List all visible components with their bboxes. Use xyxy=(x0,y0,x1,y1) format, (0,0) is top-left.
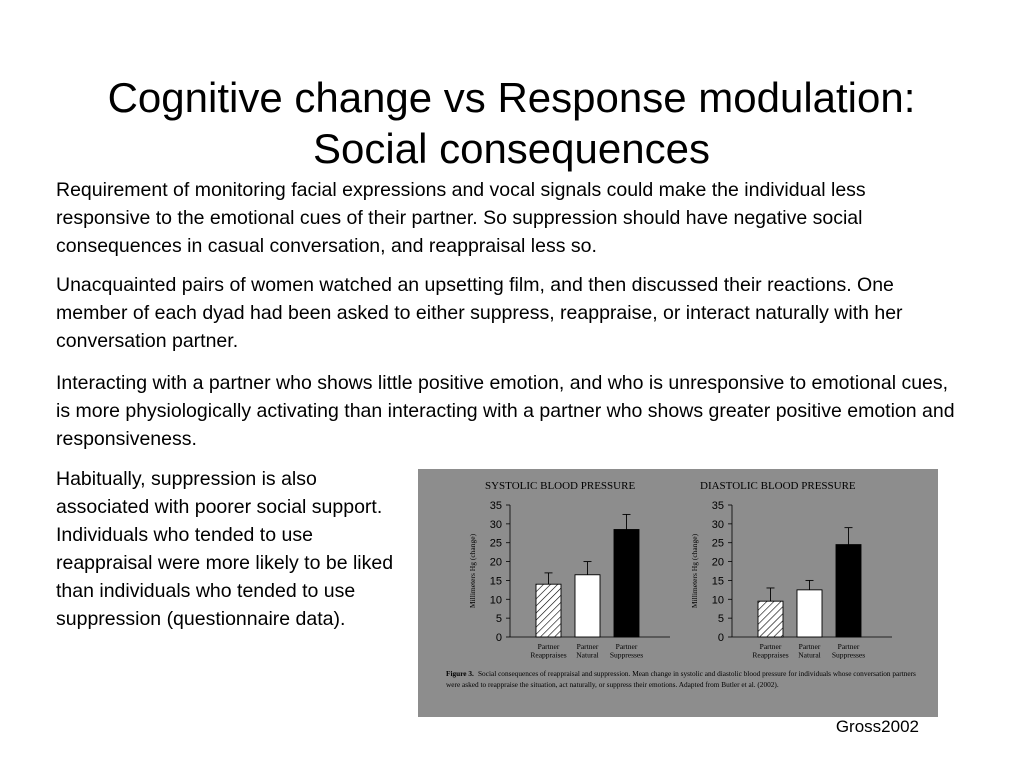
bar-natural xyxy=(797,590,822,637)
svg-text:Figure 3. xyxy=(446,669,474,678)
chart-title: DIASTOLIC BLOOD PRESSURE xyxy=(700,480,856,492)
figure-caption xyxy=(446,669,916,689)
y-tick-label: 10 xyxy=(711,594,724,607)
bar-suppresses xyxy=(614,530,639,637)
y-tick-label: 10 xyxy=(489,594,502,607)
category-label: Partner xyxy=(615,642,638,651)
bar-natural xyxy=(575,575,600,637)
category-label: Suppresses xyxy=(609,650,644,660)
y-tick-label: 0 xyxy=(717,632,724,644)
y-tick-label: 30 xyxy=(711,518,724,531)
category-label: Partner xyxy=(759,642,782,651)
blood-pressure-charts xyxy=(418,469,938,717)
y-tick-label: 30 xyxy=(489,518,502,531)
figure-caption-line-1: Social consequences of reappraisal and suppression. Mean change in systolic and diastolic blood pressure for individuals whose conversation partners xyxy=(478,669,916,678)
category-label: Reappraises xyxy=(530,650,567,660)
chart-title: SYSTOLIC BLOOD PRESSURE xyxy=(485,480,636,492)
y-axis-label: Millimeters Hg (change) xyxy=(468,533,477,609)
y-tick-label: 20 xyxy=(711,556,724,569)
paragraph-social-support: Habitually, suppression is also associated with poorer social support. Individuals who tended to use reappraisal were more likely to be liked than individuals who tended to use suppression (questionnaire data). xyxy=(56,468,394,630)
y-tick-label: 25 xyxy=(711,537,724,550)
figure-caption-label: Figure 3. xyxy=(446,669,474,678)
y-tick-label: 25 xyxy=(489,537,502,550)
category-label: Suppresses xyxy=(831,650,866,660)
y-tick-label: 5 xyxy=(717,613,724,626)
y-tick-label: 15 xyxy=(711,575,724,588)
y-tick-label: 15 xyxy=(489,575,502,588)
bar-suppresses xyxy=(836,545,861,637)
paragraph-physiology: Interacting with a partner who shows little positive emotion, and who is unresponsive to emotional cues, is more physiologically activating than interacting with a partner who shows greater positive emotion and responsiveness. xyxy=(56,372,955,450)
category-label: Partner xyxy=(537,642,560,651)
category-label: Reappraises xyxy=(752,650,789,660)
y-tick-label: 0 xyxy=(495,632,502,644)
bar-reappraises xyxy=(536,584,561,637)
figure-caption-line-2: were asked to reappraise the situation, act naturally, or suppress their emotions. Adapted from Butler et al. (2002). xyxy=(446,680,779,689)
chart-panel-systolic xyxy=(468,480,670,660)
y-tick-label: 20 xyxy=(489,556,502,569)
bar-reappraises xyxy=(758,601,783,637)
category-label: Partner xyxy=(798,642,821,651)
source-credit: Gross2002 xyxy=(835,717,919,736)
blood-pressure-figure xyxy=(418,469,938,717)
category-label: Natural xyxy=(576,650,599,660)
slide-title xyxy=(0,72,1023,174)
paragraph-study-design: Unacquainted pairs of women watched an upsetting film, and then discussed their reactions. One member of each dyad had been asked to either suppress, reappraise, or interact naturally with her conversation partner. xyxy=(56,274,903,352)
title-line-1: Cognitive change vs Response modulation: xyxy=(107,74,916,122)
category-label: Natural xyxy=(798,650,821,660)
title-line-2: Social consequences xyxy=(313,125,710,173)
category-label: Partner xyxy=(837,642,860,651)
category-label: Partner xyxy=(576,642,599,651)
paragraph-monitoring: Requirement of monitoring facial expressions and vocal signals could make the individual less responsive to the emotional cues of their partner. So suppression should have negative social consequences in casual conversation, and reappraisal less so. xyxy=(56,179,866,257)
chart-panel-diastolic xyxy=(690,480,892,660)
y-tick-label: 35 xyxy=(489,500,502,512)
y-axis-label: Millimeters Hg (change) xyxy=(690,533,699,609)
y-tick-label: 5 xyxy=(495,613,502,626)
y-tick-label: 35 xyxy=(711,500,724,512)
